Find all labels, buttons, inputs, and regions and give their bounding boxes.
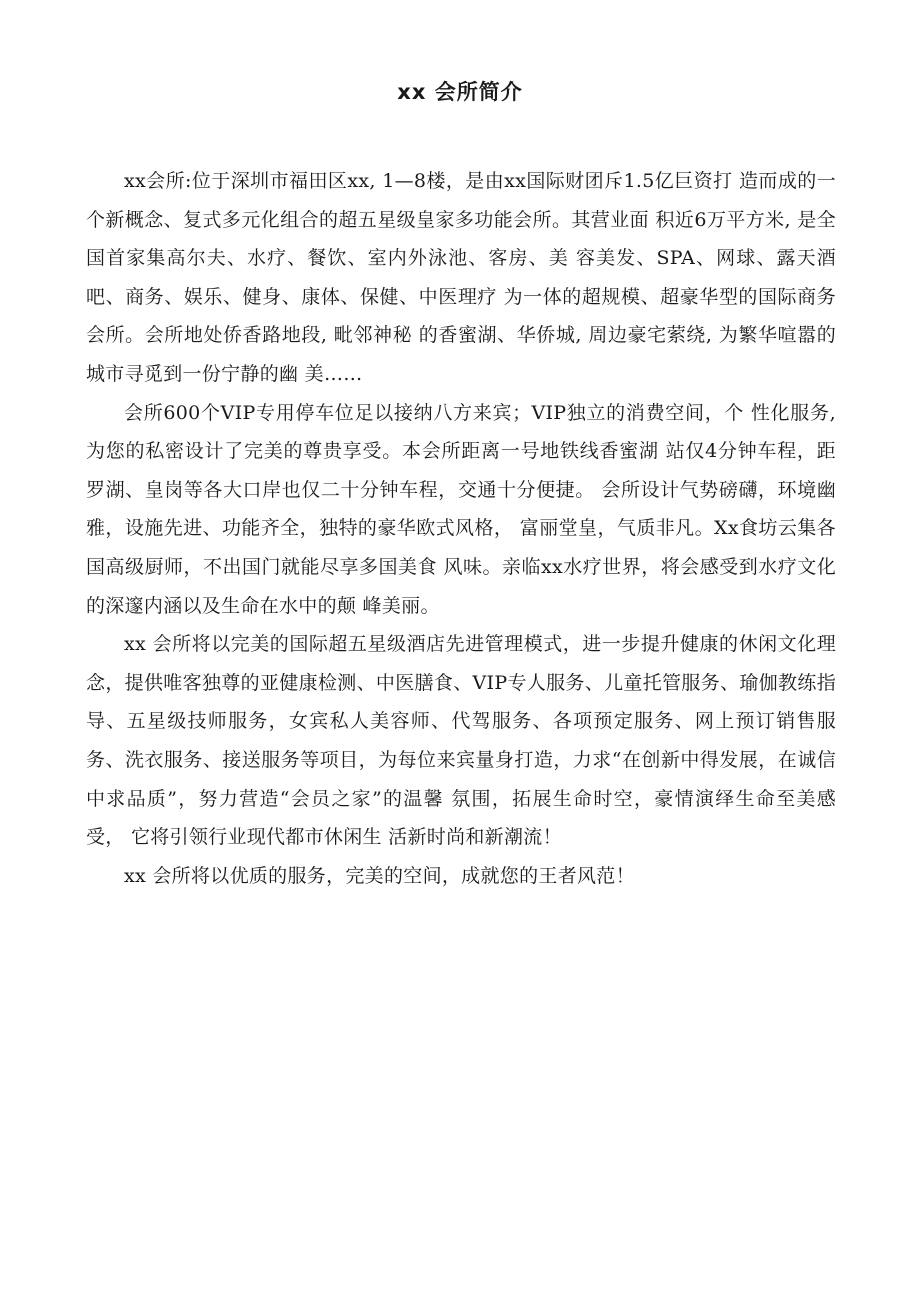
paragraph-closing: xx 会所将以优质的服务，完美的空间，成就您的王者风范！ bbox=[124, 864, 635, 887]
document-body bbox=[86, 162, 836, 895]
paragraph-services: xx 会所将以完美的国际超五星级酒店先进管理模式，进一步提升健康的休闲文化理念，提供唯客独尊的亚健康检测、中医膳食、VIP专人服务、儿童托管服务、瑜伽教练指导、五星级技师服务，女宾私人美容师、代驾服务、各项预定服务、网上预订销售服务、洗衣服务、接送服务等项目，为每位来宾量身打造，力求“在创新中得发展，在诚信中求品质”，努力营造“会员之家”的温馨 氛围，拓展生命时空，豪情演绎生命至美感受， 它将引领行业现代都市休闲生 活新时尚和新潮流！ bbox=[86, 633, 836, 849]
document-title: xx 会所简介 bbox=[397, 80, 523, 104]
paragraph-facilities: 会所600个VIP专用停车位足以接纳八方来宾；VIP独立的消费空间，个 性化服务, 为您的私密设计了完美的尊贵享受。本会所距离一号地铁线香蜜湖 站仅4分钟车程，距罗湖、皇岗等各大口岸也仅二十分钟车程，交通十分便捷。 会所设计气势磅礴，环境幽雅，设施先进、功能齐全，独特的豪华欧式风格， 富丽堂皇，气质非凡。Xx食坊云集各国高级厨师，不出国门就能尽享多国美食 风味。亲临xx水疗世界，将会感受到水疗文化的深邃内涵以及生命在水中的颠 峰美丽。 bbox=[86, 401, 836, 617]
paragraph-intro: xx会所:位于深圳市福田区xx, 1—8楼，是由xx国际财团斥1.5亿巨资打 造而成的一个新概念、复式多元化组合的超五星级皇家多功能会所。其营业面 积近6万平方米, 是全国首家集高尔夫、水疗、餐饮、室内外泳池、客房、美 容美发、SPA、网球、露天酒吧、商务、娱乐、健身、康体、保健、中医理疗 为一体的超规模、超豪华型的国际商务会所。会所地处侨香路地段, 毗邻神秘 的香蜜湖、华侨城, 周边豪宅萦绕, 为繁华喧嚣的城市寻觅到一份宁静的幽 美…… bbox=[86, 170, 836, 385]
